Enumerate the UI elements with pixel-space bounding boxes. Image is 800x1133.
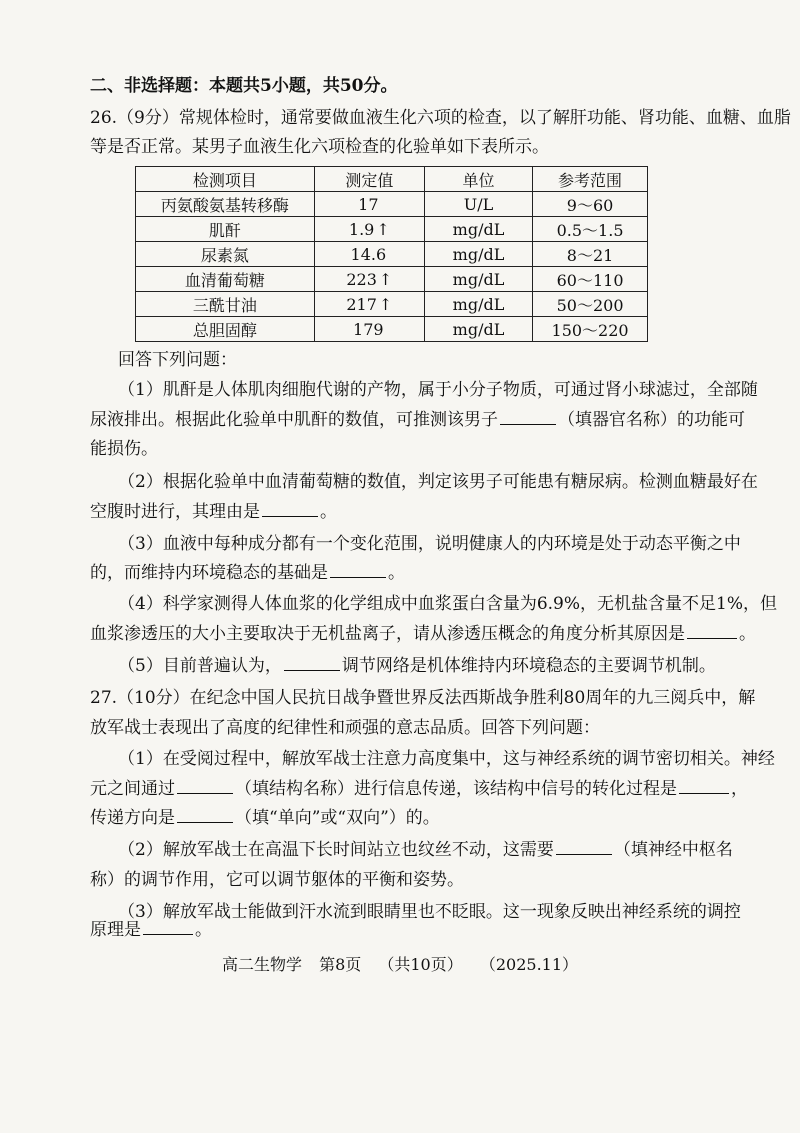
row-value: 179 [314, 317, 424, 342]
answer-blank[interactable] [687, 622, 737, 639]
row-item: 三酰甘油 [136, 292, 315, 317]
q26-part2-line1: （2）根据化验单中血清葡萄糖的数值，判定该男子可能患有糖尿病。检测血糖最好在 [118, 472, 758, 492]
row-value: 217 ↑ [314, 292, 424, 317]
footer-date: （2025.11） [479, 955, 579, 974]
section-heading: 二、非选择题：本题共5小题，共50分。 [90, 76, 398, 96]
answer-blank[interactable] [262, 500, 318, 517]
answer-blank[interactable] [177, 777, 233, 794]
header-value: 测定值 [314, 167, 424, 192]
q26-part3-line2: 的，而维持内环境稳态的基础是 。 [90, 563, 405, 583]
row-value: 14.6 [314, 242, 424, 267]
row-unit: mg/dL [424, 292, 532, 317]
q27-part1-line2: 元之间通过 （填结构名称）进行信息传递，该结构中信号的转化过程是 ， [90, 779, 748, 799]
q26-prompt: 回答下列问题： [118, 350, 237, 370]
q27-part2-line1: （2）解放军战士在高温下长时间站立也纹丝不动，这需要 （填神经中枢名 [118, 840, 733, 860]
row-unit: mg/dL [424, 242, 532, 267]
footer-total: （共10页） [378, 955, 463, 974]
table-row [136, 192, 648, 217]
row-range: 50～200 [533, 292, 648, 317]
row-unit: U/L [424, 192, 532, 217]
answer-blank[interactable] [177, 806, 233, 823]
row-value: 223 ↑ [314, 267, 424, 292]
q27-intro-line2: 放军战士表现出了高度的纪律性和顽强的意志品质。回答下列问题： [90, 718, 600, 738]
row-unit: mg/dL [424, 217, 532, 242]
table-header-row [136, 167, 648, 192]
q26-part1-line2: 尿液排出。根据此化验单中肌酐的数值，可推测该男子 （填器官名称）的功能可 [90, 410, 745, 430]
row-item: 尿素氮 [136, 242, 315, 267]
row-value: 1.9 ↑ [314, 217, 424, 242]
row-item: 血清葡萄糖 [136, 267, 315, 292]
header-range: 参考范围 [533, 167, 648, 192]
q26-part1-line3: 能损伤。 [90, 439, 158, 459]
row-unit: mg/dL [424, 317, 532, 342]
table-row [136, 217, 648, 242]
header-unit: 单位 [424, 167, 532, 192]
q26-part4-line2: 血浆渗透压的大小主要取决于无机盐离子，请从渗透压概念的角度分析其原因是 。 [90, 624, 756, 644]
q26-intro-line2: 等是否正常。某男子血液生化六项检查的化验单如下表所示。 [90, 137, 549, 157]
footer-subject: 高二生物学 [221, 955, 302, 974]
q26-part3-line1: （3）血液中每种成分都有一个变化范围，说明健康人的内环境是处于动态平衡之中 [118, 534, 741, 554]
header-item: 检测项目 [136, 167, 315, 192]
answer-blank[interactable] [143, 918, 193, 935]
q27-part3-line2: 原理是 。 [90, 920, 212, 940]
table-row [136, 267, 648, 292]
table-row [136, 242, 648, 267]
row-item: 丙氨酸氨基转移酶 [136, 192, 315, 217]
footer-page: 第8页 [319, 955, 362, 974]
q27-intro-line1: 27.（10分）在纪念中国人民抗日战争暨世界反法西斯战争胜利80周年的九三阅兵中，解 [90, 688, 756, 708]
q26-intro-line1: 26.（9分）常规体检时，通常要做血液生化六项的检查，以了解肝功能、肾功能、血糖、血脂 [90, 108, 791, 128]
q27-part3-line1: （3）解放军战士能做到汗水流到眼睛里也不眨眼。这一现象反映出神经系统的调控 [118, 902, 741, 922]
table-row [136, 292, 648, 317]
q27-part1-line3: 传递方向是 （填“单向”或“双向”）的。 [90, 808, 440, 828]
row-range: 8～21 [533, 242, 648, 267]
row-range: 150～220 [533, 317, 648, 342]
row-range: 0.5～1.5 [533, 217, 648, 242]
answer-blank[interactable] [556, 838, 612, 855]
up-arrow-icon: ↑ [378, 294, 393, 314]
q26-part1-line1: （1）肌酐是人体肌肉细胞代谢的产物，属于小分子物质，可通过肾小球滤过，全部随 [118, 380, 758, 400]
q27-part2-line2: 称）的调节作用，它可以调节躯体的平衡和姿势。 [90, 870, 464, 890]
q26-part5: （5）目前普遍认为， 调节网络是机体维持内环境稳态的主要调节机制。 [118, 656, 716, 676]
answer-blank[interactable] [500, 408, 556, 425]
answer-blank[interactable] [284, 654, 340, 671]
up-arrow-icon: ↑ [378, 269, 393, 289]
row-item: 肌酐 [136, 217, 315, 242]
blood-test-table [135, 166, 648, 342]
answer-blank[interactable] [330, 561, 386, 578]
row-item: 总胆固醇 [136, 317, 315, 342]
page-footer [0, 952, 800, 975]
row-unit: mg/dL [424, 267, 532, 292]
q26-part2-line2: 空腹时进行，其理由是 。 [90, 502, 337, 522]
up-arrow-icon: ↑ [376, 219, 390, 239]
row-range: 60～110 [533, 267, 648, 292]
q26-part4-line1: （4）科学家测得人体血浆的化学组成中血浆蛋白含量为6.9%，无机盐含量不足1%，但 [118, 594, 777, 614]
row-value: 17 [314, 192, 424, 217]
row-range: 9～60 [533, 192, 648, 217]
q27-part1-line1: （1）在受阅过程中，解放军战士注意力高度集中，这与神经系统的调节密切相关。神经 [118, 749, 775, 769]
table-row [136, 317, 648, 342]
answer-blank[interactable] [679, 777, 729, 794]
